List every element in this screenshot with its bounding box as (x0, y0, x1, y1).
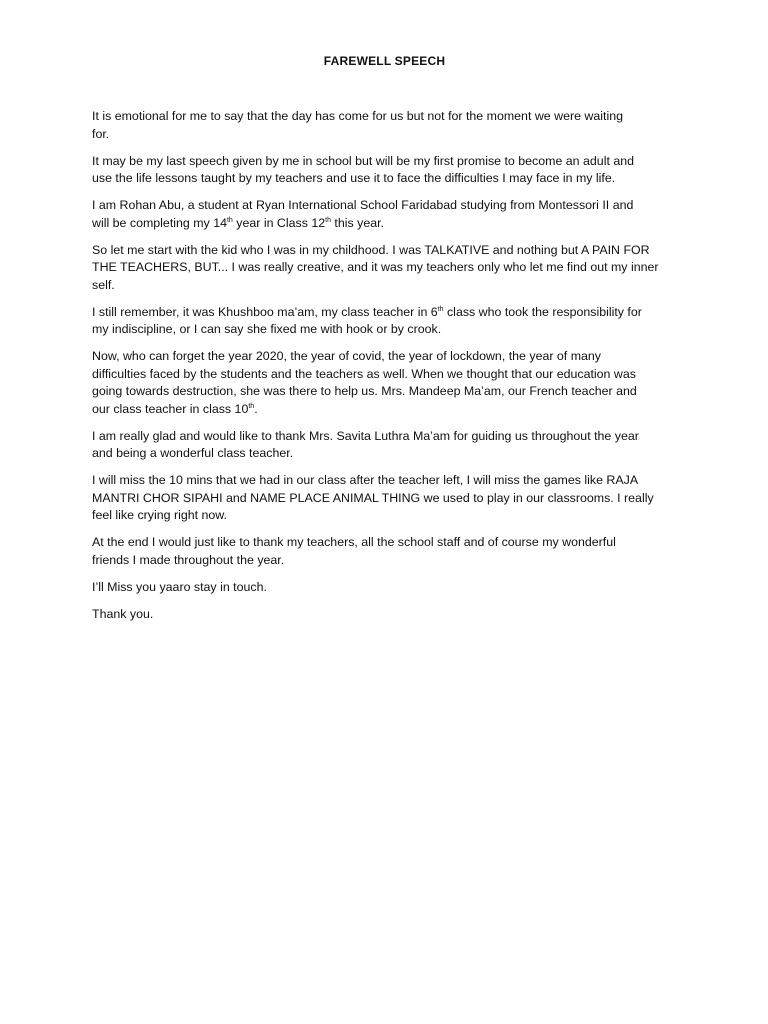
ordinal-superscript: th (325, 216, 331, 224)
paragraph-line: MANTRI CHOR SIPAHI and NAME PLACE ANIMAL THING we used to play in our classrooms. I really (92, 490, 654, 505)
paragraph-4 (92, 242, 692, 295)
paragraph-11 (92, 606, 692, 624)
paragraph-line: At the end I would just like to thank my teachers, all the school staff and of course my wonderful (92, 535, 616, 549)
paragraph-line: going towards destruction, she was there to help us. Mrs. Mandeep Ma’am, our French teacher and (92, 384, 637, 398)
text-fragment: our class teacher in class 10 (92, 401, 249, 416)
paragraph-line: my indiscipline, or I can say she fixed me with hook or by crook. (92, 322, 442, 336)
paragraph-10 (92, 579, 692, 597)
paragraph-6 (92, 348, 692, 418)
ordinal-superscript: th (226, 216, 233, 224)
paragraph-8 (92, 472, 692, 525)
document-body (92, 108, 692, 623)
paragraph-line: for. (92, 126, 110, 141)
paragraph-line: I will miss the 10 mins that we had in our class after the teacher left, I will miss the games like RAJA (92, 473, 639, 487)
paragraph-2 (92, 153, 692, 188)
paragraph-9 (92, 534, 692, 569)
paragraph-line: friends I made throughout the year. (92, 552, 285, 567)
paragraph-line: self. (92, 277, 115, 292)
text-fragment: year in Class 12 (232, 215, 326, 230)
paragraph-line: THE TEACHERS, BUT... I was really creative, and it was my teachers only who let me find out my inner (92, 260, 659, 274)
paragraph-line: So let me start with the kid who I was in my childhood. I was TALKATIVE and nothing but A PAIN FOR (92, 242, 650, 257)
paragraph-5 (92, 304, 692, 339)
paragraph-7 (92, 428, 692, 463)
paragraph-line: It is emotional for me to say that the day has come for us but not for the moment we were waiting (92, 109, 623, 123)
paragraph-line: difficulties faced by the students and the teachers as well. When we thought that our education was (92, 366, 636, 381)
text-fragment: this year. (330, 215, 384, 230)
ordinal-superscript: th (248, 402, 255, 410)
paragraph-line-with-superscript (92, 401, 692, 419)
paragraph-line: It may be my last speech given by me in school but will be my first promise to become an adult and (92, 153, 634, 168)
text-fragment: class who took the responsibility for (443, 304, 642, 319)
paragraph-3 (92, 197, 692, 232)
paragraph-line: Thank you. (92, 606, 154, 621)
document-title: FAREWELL SPEECH (323, 54, 446, 68)
paragraph-line: use the life lessons taught by my teachers and use it to face the difficulties I may face in my life. (92, 171, 616, 185)
paragraph-1 (92, 108, 692, 143)
paragraph-line: and being a wonderful class teacher. (92, 446, 294, 460)
text-fragment: I still remember, it was Khushboo ma’am, my class teacher in 6 (92, 304, 438, 319)
text-fragment: . (254, 401, 258, 416)
paragraph-line: Now, who can forget the year 2020, the year of covid, the year of lockdown, the year of many (92, 349, 601, 363)
paragraph-line: I am Rohan Abu, a student at Ryan International School Faridabad studying from Montessori II and (92, 198, 634, 212)
paragraph-line: feel like crying right now. (92, 508, 227, 522)
text-fragment: will be completing my 14 (92, 215, 227, 230)
paragraph-line: I’ll Miss you yaaro stay in touch. (92, 579, 267, 594)
paragraph-line: I am really glad and would like to thank Mrs. Savita Luthra Ma’am for guiding us throughout the year (92, 428, 639, 443)
paragraph-line-with-superscripts (92, 215, 692, 233)
ordinal-superscript: th (437, 305, 444, 313)
paragraph-line-with-superscript (92, 304, 692, 322)
